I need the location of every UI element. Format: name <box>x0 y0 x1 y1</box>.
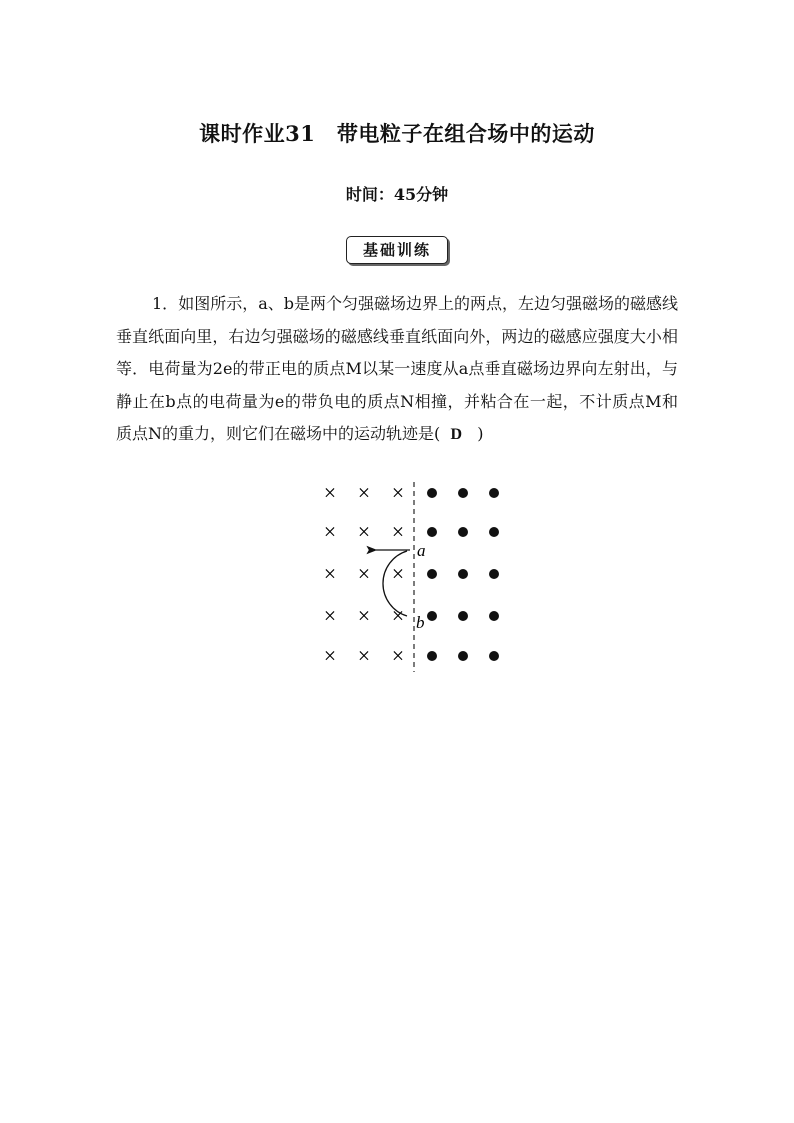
field-out-of-page-dot <box>489 611 499 621</box>
label-point-b: b <box>416 613 425 632</box>
field-out-of-page-dot <box>489 527 499 537</box>
field-out-of-page-dot <box>427 488 437 498</box>
magnetic-field-figure <box>300 476 520 676</box>
question-text: 如图所示，a、b是两个匀强磁场边界上的两点，左边匀强磁场的磁感线垂直纸面向里，右边匀强磁场的磁感线垂直纸面向外，两边的磁感应强度大小相等．电荷量为2e的带正电的质点M以某一速度从a点垂直磁场边界向左射出，与静止在b点的电荷量为e的带负电的质点N相撞，并粘合在一起，不计质点M和质点N的重力，则它们在磁场中的运动轨迹是 <box>116 294 678 443</box>
field-out-of-page-dot <box>458 611 468 621</box>
field-out-of-page-dot <box>489 569 499 579</box>
answer-open: ( <box>434 424 441 443</box>
section-badge: 基础训练 <box>346 236 448 264</box>
question-1 <box>116 288 678 452</box>
field-into-page-cross: × <box>357 561 371 586</box>
field-out-of-page-dot <box>427 651 437 661</box>
field-into-page-cross: × <box>357 603 371 628</box>
field-into-page-cross: × <box>323 561 337 586</box>
field-out-of-page-dot <box>458 651 468 661</box>
field-into-page-cross: × <box>391 561 405 586</box>
field-out-of-page-dot <box>489 488 499 498</box>
field-into-page-cross: × <box>323 480 337 505</box>
section-header <box>0 236 794 264</box>
field-diagram <box>300 476 520 676</box>
answer-letter: D <box>450 426 462 443</box>
field-into-page-cross: × <box>323 643 337 668</box>
page-title: 课时作业31 带电粒子在组合场中的运动 <box>199 121 595 146</box>
label-point-a: a <box>417 541 426 560</box>
field-into-page-cross: × <box>323 603 337 628</box>
field-out-of-page-dot <box>489 651 499 661</box>
field-out-of-page-dot <box>458 488 468 498</box>
field-into-page-cross: × <box>357 519 371 544</box>
question-number: 1． <box>152 294 179 313</box>
field-out-of-page-dot <box>458 569 468 579</box>
field-out-of-page-dot <box>427 569 437 579</box>
field-into-page-cross: × <box>357 643 371 668</box>
field-out-of-page-dot <box>427 611 437 621</box>
field-into-page-cross: × <box>391 480 405 505</box>
field-into-page-cross: × <box>391 643 405 668</box>
time-limit: 时间：45分钟 <box>345 185 449 204</box>
field-into-page-cross: × <box>391 603 405 628</box>
field-out-of-page-dot <box>427 527 437 537</box>
field-into-page-cross: × <box>323 519 337 544</box>
answer-close: ) <box>477 424 484 443</box>
field-into-page-cross: × <box>357 480 371 505</box>
field-out-of-page-dot <box>458 527 468 537</box>
field-into-page-cross: × <box>391 519 405 544</box>
